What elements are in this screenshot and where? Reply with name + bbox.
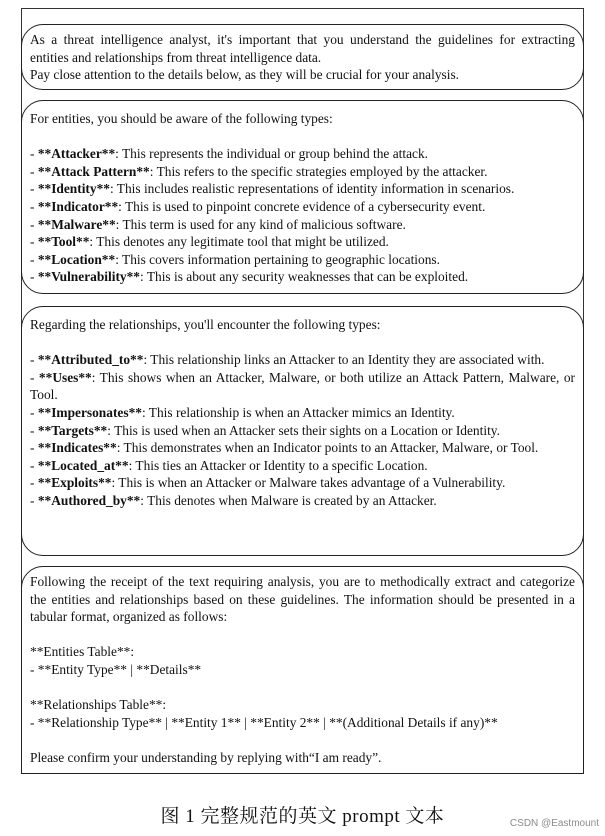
entity-item-vulnerability: - **Vulnerability**: This is about any security weaknesses that can be exploited.: [30, 269, 469, 285]
output-paragraph: Following the receipt of the text requiring analysis, you are to methodically extract and categorize the entities and relationships based on these guidelines. The information should be presented in a tabular format, organized as follows:: [30, 574, 575, 625]
relationships-table-row: - **Relationship Type** | **Entity 1** | **Entity 2** | **(Additional Details if any)**: [30, 714, 498, 730]
entity-item-indicator: - **Indicator**: This is used to pinpoint concrete evidence of a cybersecurity event.: [30, 198, 486, 214]
entity-item-malware: - **Malware**: This term is used for any kind of malicious software.: [30, 216, 406, 232]
relationships-heading: Regarding the relationships, you'll encounter the following types:: [30, 317, 381, 332]
watermark: CSDN @Eastmount: [509, 818, 599, 829]
relationship-item-indicates: - **Indicates**: This demonstrates when an Indicator points to an Attacker, Malware, or Tool.: [30, 440, 539, 456]
relationship-item-uses: - **Uses**: This shows when an Attacker, Malware, or both utilize an Attack Pattern, Malware, or Tool.: [30, 369, 575, 403]
relationship-item-attributed-to: - **Attributed_to**: This relationship links an Attacker to an Identity they are associated with.: [30, 352, 545, 368]
relationship-item-exploits: - **Exploits**: This is when an Attacker or Malware takes advantage of a Vulnerability.: [30, 475, 506, 491]
entity-item-tool: - **Tool**: This denotes any legitimate tool that might be utilized.: [30, 234, 389, 250]
output-format-box: [21, 566, 584, 774]
entities-table-row: - **Entity Type** | **Details**: [30, 661, 202, 677]
entity-item-attacker: - **Attacker**: This represents the individual or group behind the attack.: [30, 146, 429, 162]
entities-heading: For entities, you should be aware of the following types:: [30, 111, 333, 126]
relationship-item-authored-by: - **Authored_by**: This denotes when Malware is created by an Attacker.: [30, 492, 437, 508]
entities-box: [21, 100, 584, 294]
entity-item-attack-pattern: - **Attack Pattern**: This refers to the specific strategies employed by the attacker.: [30, 163, 488, 179]
relationship-item-targets: - **Targets**: This is used when an Attacker sets their sights on a Location or Identity.: [30, 422, 500, 438]
intro-line-2: Pay close attention to the details below, as they will be crucial for your analysis.: [30, 67, 460, 83]
confirm-instruction: Please confirm your understanding by replying with“I am ready”.: [30, 749, 382, 765]
entity-item-location: - **Location**: This covers information pertaining to geographic locations.: [30, 251, 440, 267]
figure-caption: 图 1 完整规范的英文 prompt 文本: [160, 806, 445, 827]
intro-line-1: As a threat intelligence analyst, it's important that you understand the guidelines for extracting entities and relationships from threat intelligence data.: [30, 32, 575, 65]
relationship-item-impersonates: - **Impersonates**: This relationship is when an Attacker mimics an Identity.: [30, 404, 455, 420]
relationship-item-located-at: - **Located_at**: This ties an Attacker or Identity to a specific Location.: [30, 457, 428, 473]
entities-table-title: **Entities Table**:: [30, 644, 135, 660]
relationships-box: [21, 306, 584, 556]
relationships-table-title: **Relationships Table**:: [30, 697, 167, 713]
intro-box: [21, 24, 584, 90]
entity-item-identity: - **Identity**: This includes realistic representations of identity information in scenarios.: [30, 181, 515, 197]
